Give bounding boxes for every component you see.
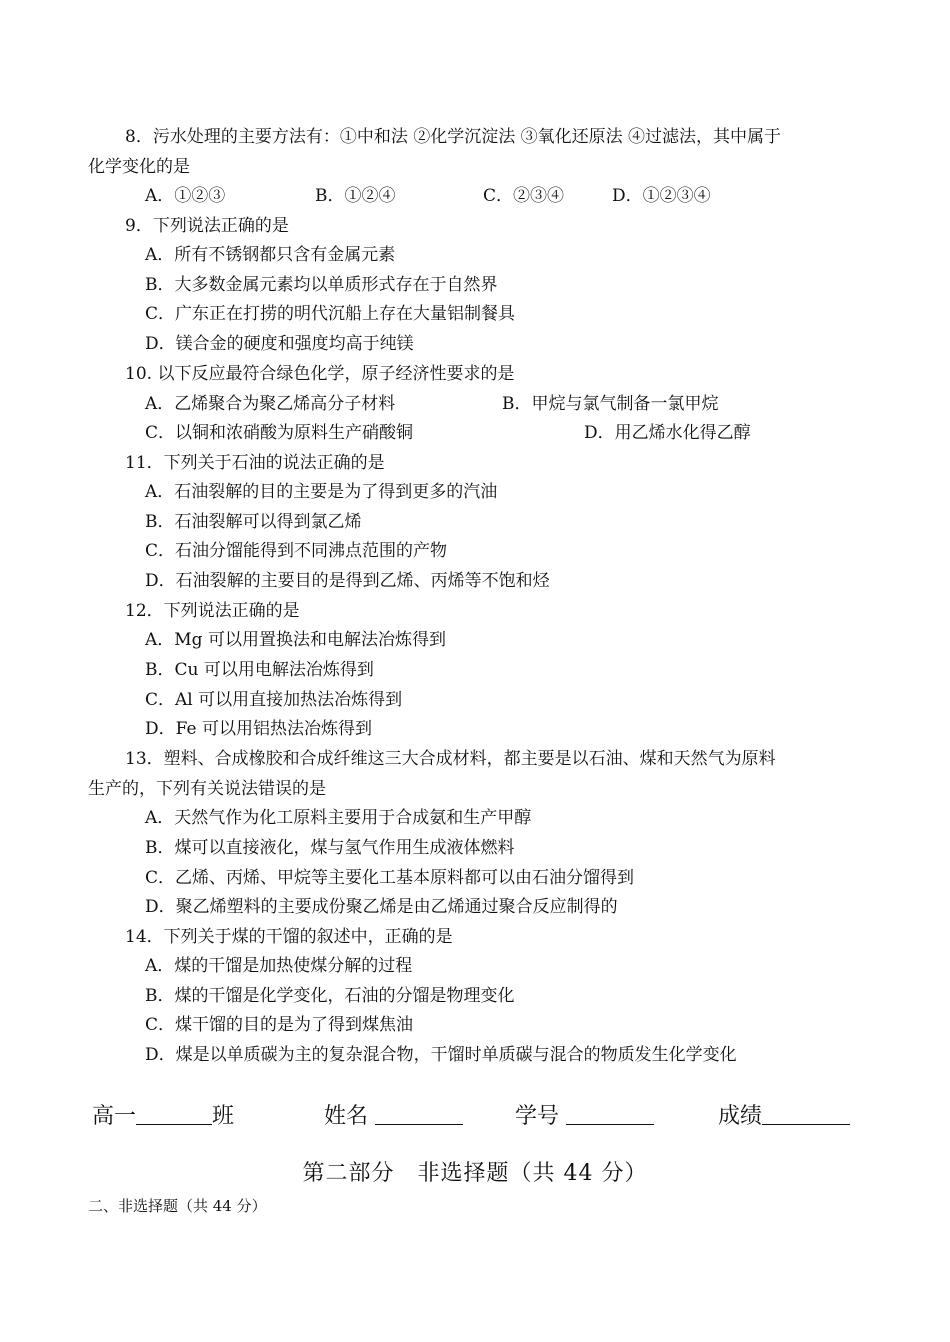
q13-option-d: D．聚乙烯塑料的主要成份聚乙烯是由乙烯通过聚合反应制得的	[145, 897, 618, 917]
q11-option-a: A．石油裂解的目的主要是为了得到更多的汽油	[145, 482, 498, 502]
q9-option-a: A．所有不锈钢都只含有金属元素	[145, 245, 396, 265]
q8-option-b: B．①②④	[315, 186, 396, 206]
class-suffix-label: 班	[212, 1104, 235, 1129]
name-field	[324, 1100, 463, 1134]
q11-option-c: C．石油分馏能得到不同沸点范围的产物	[145, 541, 448, 561]
score-field	[718, 1100, 850, 1134]
q12-option-c: C．Al 可以用直接加热法冶炼得到	[145, 690, 403, 710]
q14-option-c: C．煤干馏的目的是为了得到煤焦油	[145, 1015, 414, 1035]
q13-option-c: C．乙烯、丙烯、甲烷等主要化工基本原料都可以由石油分馏得到	[145, 868, 635, 888]
student-id-blank[interactable]	[566, 1100, 654, 1125]
part2-section-heading: 二、非选择题（共 44 分）	[88, 1197, 267, 1215]
q9-option-d: D．镁合金的硬度和强度均高于纯镁	[145, 334, 414, 354]
q8-stem-line1: 8．污水处理的主要方法有：①中和法 ②化学沉淀法 ③氧化还原法 ④过滤法，其中属于	[125, 127, 782, 147]
q12-stem: 12．下列说法正确的是	[125, 601, 300, 621]
q8-option-d: D．①②③④	[612, 186, 711, 206]
q13-option-a: A．天然气作为化工原料主要用于合成氨和生产甲醇	[145, 808, 532, 828]
q14-option-a: A．煤的干馏是加热使煤分解的过程	[145, 956, 413, 976]
score-label: 成绩	[718, 1104, 763, 1129]
q10-option-d: D．用乙烯水化得乙醇	[584, 423, 751, 443]
q8-option-c: C．②③④	[483, 186, 565, 206]
q8-options	[145, 185, 845, 207]
q9-stem: 9．下列说法正确的是	[125, 216, 289, 236]
q14-option-b: B．煤的干馏是化学变化，石油的分馏是物理变化	[145, 986, 515, 1006]
q13-option-b: B．煤可以直接液化，煤与氢气作用生成液体燃料	[145, 838, 515, 858]
class-prefix-label: 高一	[92, 1104, 137, 1129]
q14-stem: 14．下列关于煤的干馏的叙述中，正确的是	[125, 927, 453, 947]
q10-option-c: C．以铜和浓硝酸为原料生产硝酸铜	[145, 423, 414, 443]
q13-stem-line1: 13．塑料、合成橡胶和合成纤维这三大合成材料，都主要是以石油、煤和天然气为原料	[125, 749, 776, 769]
q11-option-d: D．石油裂解的主要目的是得到乙烯、丙烯等不饱和烃	[145, 571, 550, 591]
q14-option-d: D．煤是以单质碳为主的复杂混合物，干馏时单质碳与混合的物质发生化学变化	[145, 1045, 737, 1065]
q12-option-d: D．Fe 可以用铝热法冶炼得到	[145, 719, 372, 739]
q10-option-a: A．乙烯聚合为聚乙烯高分子材料	[145, 394, 396, 414]
class-field	[92, 1100, 234, 1134]
q9-option-b: B．大多数金属元素均以单质形式存在于自然界	[145, 275, 498, 295]
score-blank[interactable]	[762, 1100, 850, 1125]
q11-option-b: B．石油裂解可以得到氯乙烯	[145, 512, 362, 532]
q8-stem-line2: 化学变化的是	[88, 157, 190, 177]
student-id-label: 学号	[515, 1104, 560, 1129]
student-info-row	[92, 1100, 872, 1134]
name-label: 姓名	[324, 1104, 369, 1129]
q12-option-a: A．Mg 可以用置换法和电解法冶炼得到	[145, 630, 446, 650]
q10-options-row2	[145, 422, 845, 444]
student-id-field	[515, 1100, 654, 1134]
part2-title: 第二部分 非选择题（共 44 分）	[302, 1161, 648, 1186]
q8-option-a: A．①②③	[145, 186, 226, 206]
q11-stem: 11．下列关于石油的说法正确的是	[125, 453, 385, 473]
name-blank[interactable]	[375, 1100, 463, 1125]
q10-stem: 10. 以下反应最符合绿色化学，原子经济性要求的是	[125, 364, 515, 384]
q10-option-b: B．甲烷与氯气制备一氯甲烷	[502, 394, 719, 414]
q13-stem-line2: 生产的，下列有关说法错误的是	[88, 779, 326, 799]
q9-option-c: C．广东正在打捞的明代沉船上存在大量铝制餐具	[145, 304, 516, 324]
q12-option-b: B．Cu 可以用电解法冶炼得到	[145, 660, 374, 680]
q10-options-row1	[145, 393, 845, 415]
class-blank[interactable]	[136, 1100, 212, 1125]
